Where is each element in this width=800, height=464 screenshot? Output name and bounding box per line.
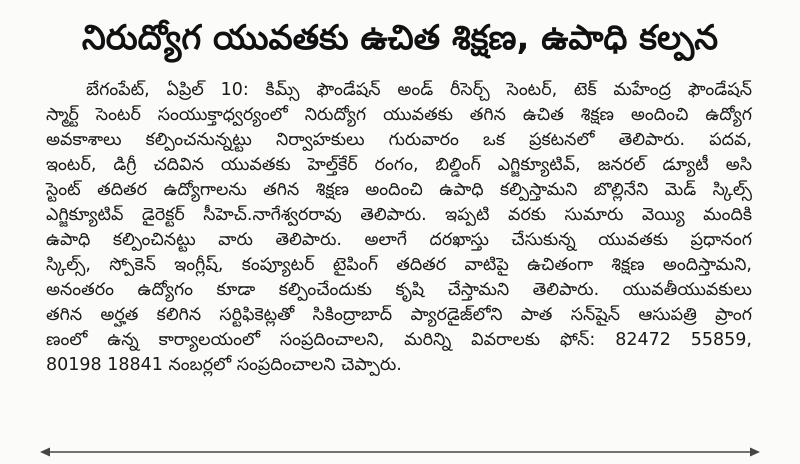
article-body — [46, 78, 752, 378]
article-line: బేగంపేట్, ఏప్రిల్ 10: కిమ్స్ ఫౌండేషన్ అండ్ రీసెర్చ్ సెంటర్, టెక్ మహేంద్ర ఫౌండేషన్ — [86, 80, 752, 100]
article-line: స్టెంట్ తదితర ఉద్యోగాలను తగిన శిక్షణ అందించి ఉపాధి కల్పిస్తామని బొల్లినేని మెడ్ స్కిల్స్ — [46, 180, 752, 200]
section-divider — [40, 446, 760, 458]
arrow-left-icon — [40, 448, 50, 457]
article-line: 80198 18841 నంబర్లలో సంప్రదించాలని చెప్పారు. — [46, 355, 402, 375]
article-headline: నిరుద్యోగ యువతకు ఉచిత శిక్షణ, ఉపాధి కల్పన — [81, 18, 719, 58]
article-line: తగిన అర్హత కలిగిన సర్టిఫికెట్లతో సికింద్రాబాద్ ప్యారడైజ్‌లోని పాత సన్‌షైన్ ఆసుపత్రి ప్రాంగ — [46, 305, 752, 325]
article-line: ఎగ్జిక్యూటివ్ డైరెక్టర్ సీహెచ్.నాగేశ్వరరావు తెలిపారు. ఇప్పటి వరకు సుమారు వెయ్యి మందికి — [46, 205, 752, 225]
article-line: స్మార్ట్ సెంటర్ సంయుక్తాధ్వర్యంలో నిరుద్యోగ యువతకు తగిన ఉచిత శిక్షణ అందించి ఉద్యోగ — [46, 105, 752, 125]
article-line: అవకాశాలు కల్పించనున్నట్టు నిర్వాహకులు గురువారం ఒక ప్రకటనలో తెలిపారు. పదవ, — [46, 130, 752, 150]
article-line: ఉపాధి కల్పించినట్టు వారు తెలిపారు. అలాగే దరఖాస్తు చేసుకున్న యువతకు ప్రధానంగ — [46, 230, 752, 250]
article-line: స్కిల్స్, స్పోకెన్ ఇంగ్లీష్, కంప్యూటర్ టైపింగ్ తదితర వాటిపై ఉచితంగా శిక్షణ అందిస్తామని, — [46, 255, 752, 275]
article-line: ణంలో ఉన్న కార్యాలయంలో సంప్రదించాలని, మరిన్ని వివరాలకు ఫోన్: 82472 55859, — [46, 330, 752, 350]
article-line: అనంతరం ఉద్యోగం కూడా కల్పించేందుకు కృషి చేస్తామని తెలిపారు. యువతీయువకులు — [46, 280, 752, 300]
article-line: ఇంటర్, డిగ్రీ చదివిన యువతకు హెల్త్‌కేర్ రంగం, బిల్డింగ్ ఎగ్జిక్యూటివ్, జనరల్ డ్యూటీ అసి — [46, 155, 752, 175]
arrow-right-icon — [750, 448, 760, 457]
